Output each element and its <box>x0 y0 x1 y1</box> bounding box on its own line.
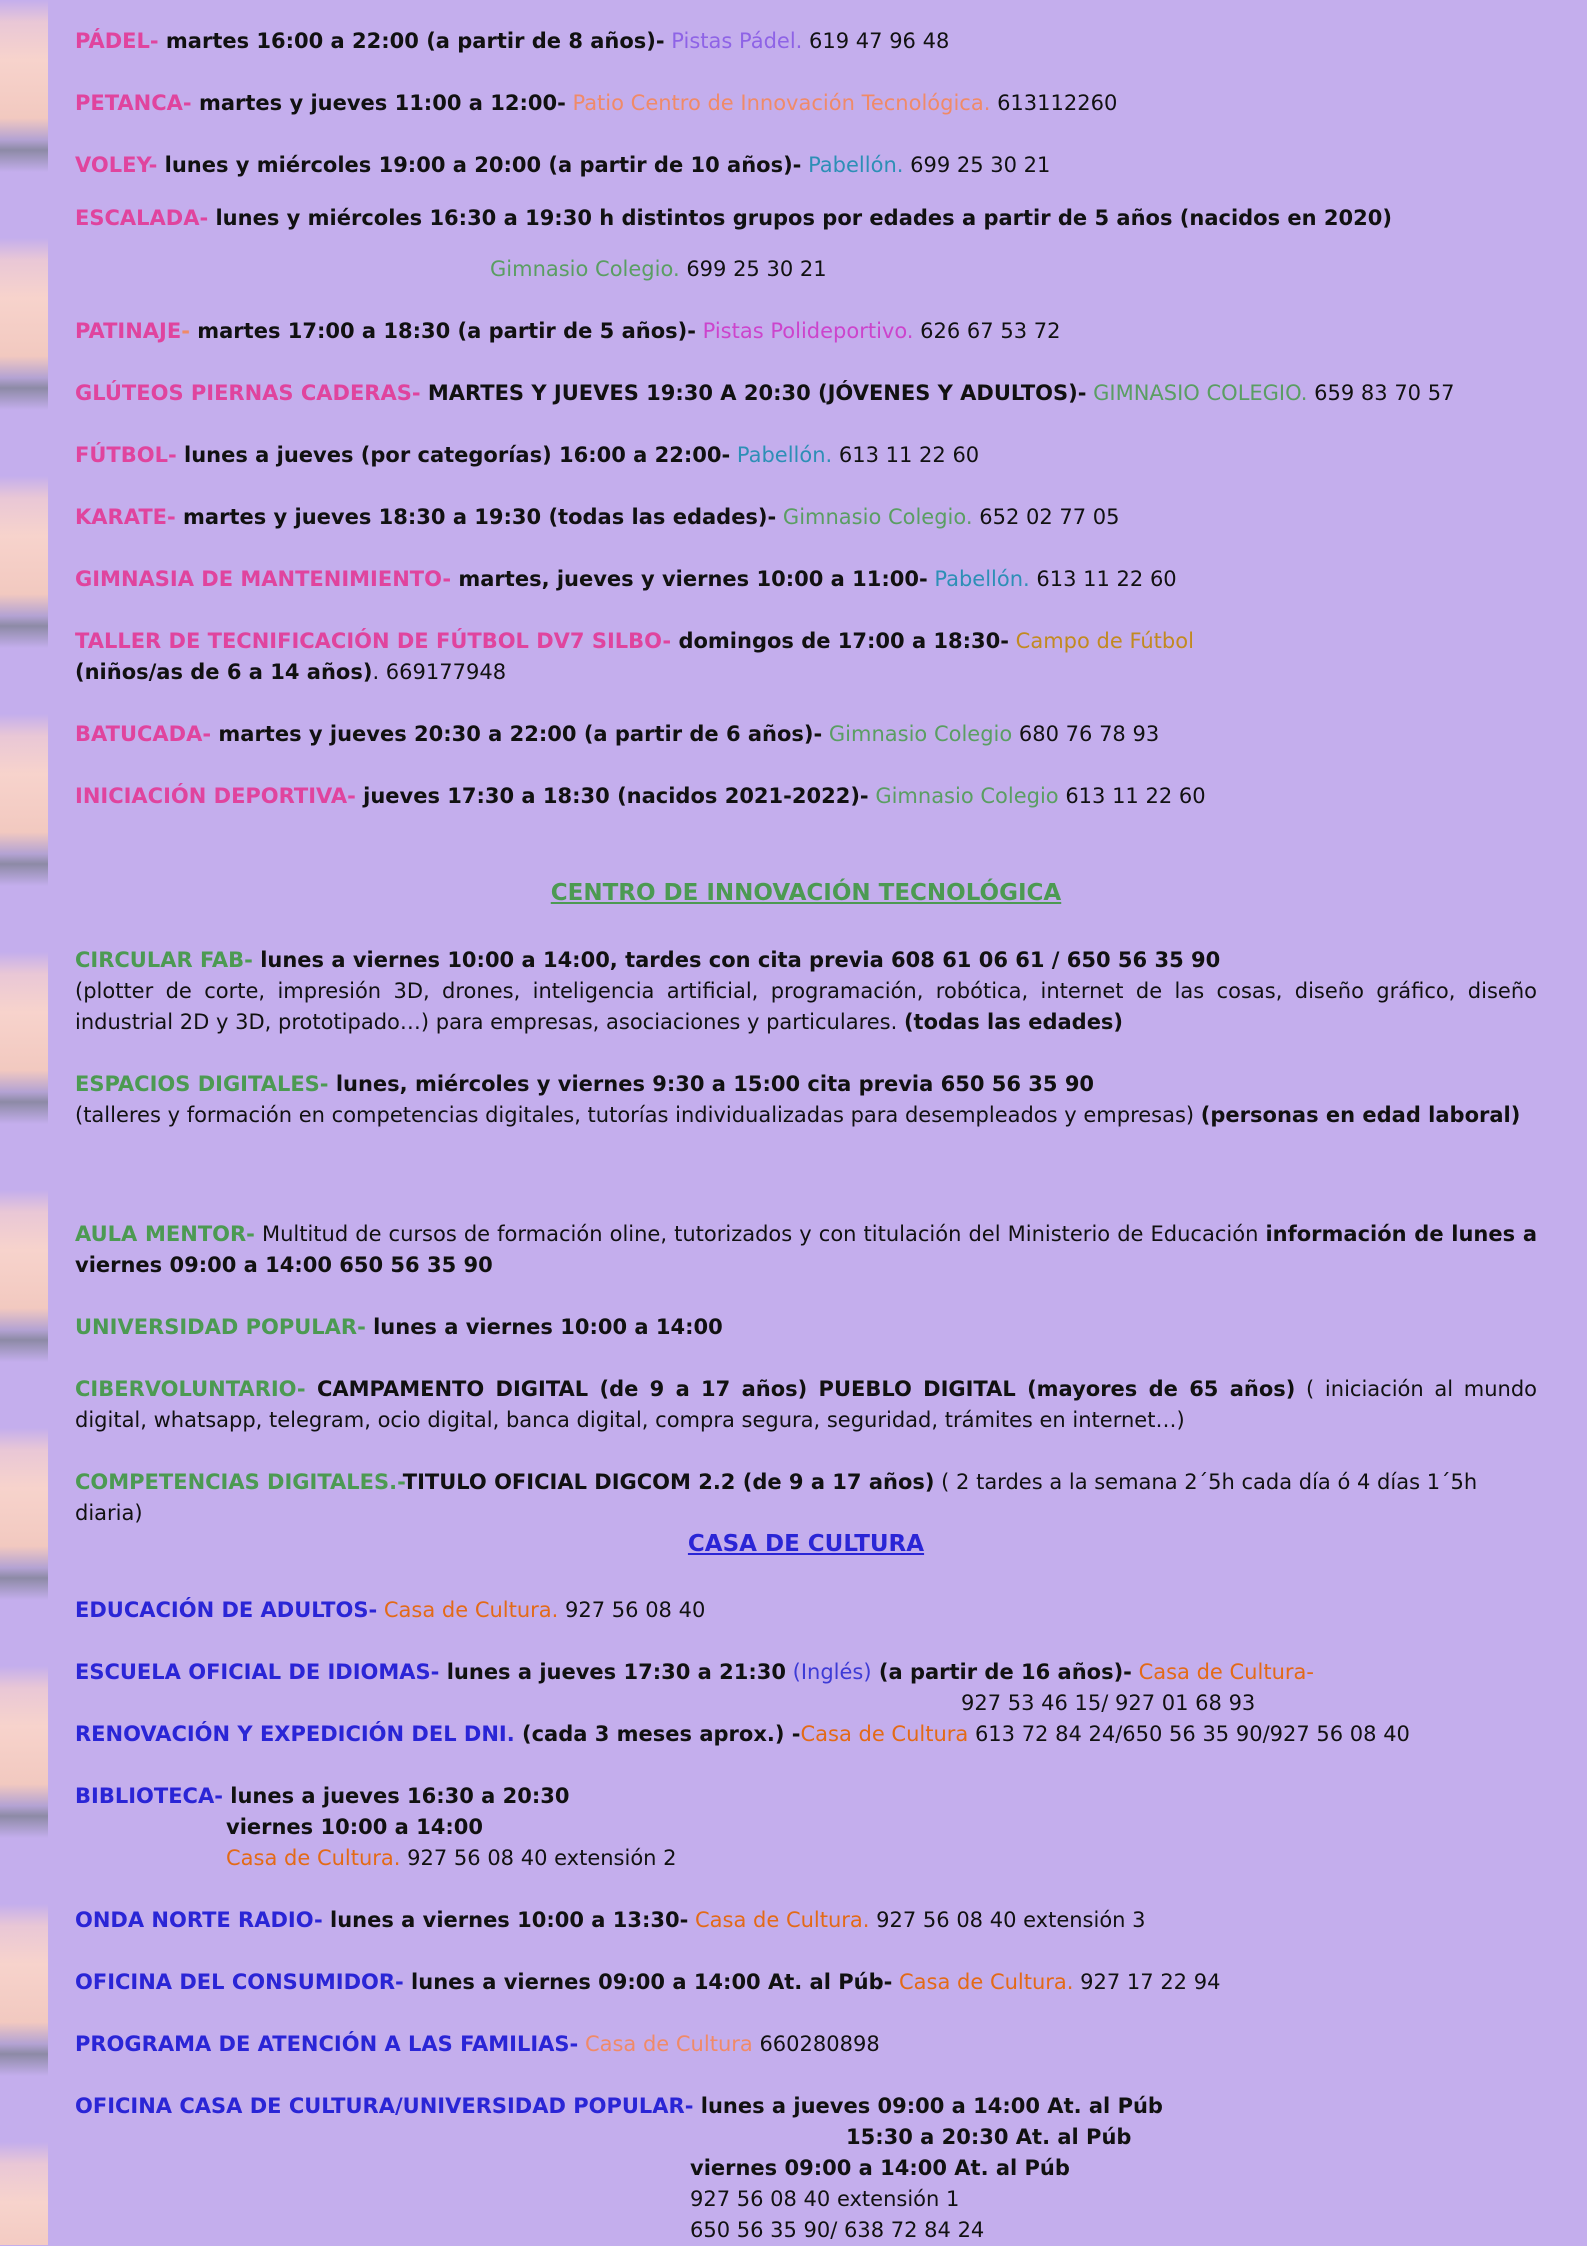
entry-place: Campo de Fútbol <box>1009 629 1194 653</box>
entry-petanca <box>75 88 1117 119</box>
entry-title: KARATE- <box>75 505 176 529</box>
entry-place: Casa de Cultura. <box>892 1970 1074 1994</box>
entry-place: Casa de Cultura <box>800 1722 969 1746</box>
entry-schedule: jueves 17:30 a 18:30 (nacidos 2021-2022)- <box>355 784 869 808</box>
entry-schedule: martes 16:00 a 22:00 (a partir de 8 años)- <box>158 29 665 53</box>
entry-gluteos <box>75 378 1454 409</box>
entry-audience: (todas las edades) <box>903 1010 1124 1034</box>
entry-schedule: domingos de 17:00 a 18:30- <box>671 629 1009 653</box>
entry-escalada <box>75 203 1392 234</box>
entry-cibervoluntario <box>75 1374 1537 1436</box>
entry-schedule: martes y jueves 20:30 a 22:00 (a partir de 6 años)- <box>211 722 823 746</box>
entry-place: Casa de Cultura. <box>226 1846 401 1870</box>
entry-dash: - <box>181 319 190 343</box>
entry-phone: 613 72 84 24/650 56 35 90/927 56 08 40 <box>968 1722 1410 1746</box>
entry-schedule: viernes 09:00 a 14:00 At. al Púb <box>690 2156 1070 2180</box>
entry-schedule: lunes a viernes 10:00 a 13:30- <box>322 1908 689 1932</box>
entry-iniciacion <box>75 781 1206 812</box>
entry-aula-mentor <box>75 1219 1537 1281</box>
entry-phone: 613 11 22 60 <box>1058 784 1206 808</box>
entry-place: GIMNASIO COLEGIO. <box>1086 381 1308 405</box>
entry-title: ESCALADA- <box>75 206 209 230</box>
entry-schedule: MARTES Y JUEVES 19:30 A 20:30 (JÓVENES Y ADULTOS)- <box>420 381 1087 405</box>
entry-padel <box>75 26 949 57</box>
entry-phone: 650 56 35 90/ 638 72 84 24 <box>690 2218 985 2242</box>
entry-title: PATINAJE <box>75 319 182 343</box>
entry-phone: 680 76 78 93 <box>1012 722 1160 746</box>
entry-escuela-idiomas-phones <box>961 1688 1255 1719</box>
entry-educacion-adultos <box>75 1595 705 1626</box>
entry-title: AULA MENTOR- <box>75 1222 255 1246</box>
entry-title: VOLEY- <box>75 153 158 177</box>
entry-schedule: lunes y miércoles 16:30 a 19:30 h distintos grupos por edades a partir de 5 años (nacidos en 2020) <box>208 206 1392 230</box>
entry-place: Casa de Cultura- <box>1131 1660 1314 1684</box>
entry-place: Casa de Cultura. <box>377 1598 559 1622</box>
entry-phone: 699 25 30 21 <box>903 153 1051 177</box>
entry-phone: . 669177948 <box>372 660 507 684</box>
entry-schedule: martes, jueves y viernes 10:00 a 11:00- <box>451 567 928 591</box>
entry-universidad-popular <box>75 1312 723 1343</box>
entry-title: ONDA NORTE RADIO- <box>75 1908 323 1932</box>
entry-place: Pabellón. <box>927 567 1030 591</box>
entry-info: información de lunes a viernes 09:00 a 14:00 650 56 35 90 <box>75 1222 1538 1277</box>
entry-title: PÁDEL- <box>75 29 159 53</box>
section-heading-casa-cultura: CASA DE CULTURA <box>687 1531 925 1557</box>
entry-title: OFICINA DEL CONSUMIDOR- <box>75 1970 404 1994</box>
entry-title: GIMNASIA DE MANTENIMIENTO- <box>75 567 452 591</box>
entry-title: ESCUELA OFICIAL DE IDIOMAS- <box>75 1660 440 1684</box>
entry-phone: 659 83 70 57 <box>1307 381 1455 405</box>
entry-oficina-line2 <box>846 2122 1131 2153</box>
entry-place: Casa de Cultura <box>578 2032 753 2056</box>
entry-schedule: 15:30 a 20:30 At. al Púb <box>846 2125 1132 2149</box>
entry-voley <box>75 150 1050 181</box>
entry-schedule: lunes a jueves (por categorías) 16:00 a 22:00- <box>176 443 731 467</box>
entry-description: ( 2 tardes a la semana 2´5h cada día ó 4 días 1´5h diaria) <box>75 1470 1478 1525</box>
entry-schedule: viernes 10:00 a 14:00 <box>226 1815 483 1839</box>
entry-title: PROGRAMA DE ATENCIÓN A LAS FAMILIAS- <box>75 2032 579 2056</box>
entry-title: TALLER DE TECNIFICACIÓN DE FÚTBOL DV7 SILBO- <box>75 629 672 653</box>
entry-taller-futbol <box>75 626 1194 688</box>
entry-place: Pistas Polideportivo. <box>695 319 914 343</box>
entry-title: CIRCULAR FAB- <box>75 948 253 972</box>
entry-phone: 613112260 <box>990 91 1118 115</box>
entry-phone: 927 56 08 40 extensión 2 <box>400 1846 677 1870</box>
entry-title: BATUCADA- <box>75 722 212 746</box>
entry-description: (talleres y formación en competencias digitales, tutorías individualizadas para desempleados y empresas) <box>75 1103 1201 1127</box>
entry-dni <box>75 1719 1410 1750</box>
entry-espacios-digitales <box>75 1069 1537 1131</box>
entry-place: Pistas Pádel. <box>664 29 803 53</box>
entry-title: PETANCA- <box>75 91 192 115</box>
entry-schedule: lunes a jueves 09:00 a 14:00 At. al Púb <box>693 2094 1163 2118</box>
entry-phone: 699 25 30 21 <box>679 257 827 281</box>
entry-batucada <box>75 719 1159 750</box>
entry-schedule: martes 17:00 a 18:30 (a partir de 5 años)- <box>189 319 696 343</box>
entry-place: Patio Centro de Innovación Tecnológica. <box>565 91 991 115</box>
entry-description: ( iniciación al mundo digital, whatsapp, telegram, ocio digital, banca digital, compra segura, seguridad, trámites en internet…) <box>75 1377 1537 1432</box>
entry-place: Gimnasio Colegio <box>868 784 1059 808</box>
entry-oficina-casa-cultura <box>75 2091 1163 2122</box>
entry-place: Pabellón. <box>730 443 833 467</box>
entry-competencias <box>75 1467 1537 1529</box>
entry-oficina-consumidor <box>75 1967 1220 1998</box>
entry-title: GLÚTEOS PIERNAS CADERAS- <box>75 381 421 405</box>
entry-schedule: lunes a viernes 10:00 a 14:00 <box>365 1315 723 1339</box>
entry-phone: 619 47 96 48 <box>802 29 950 53</box>
entry-patinaje <box>75 316 1060 347</box>
entry-place: Gimnasio Colegio <box>822 722 1013 746</box>
entry-ages: (a partir de 16 años)- <box>871 1660 1132 1684</box>
decorative-side-stripe <box>0 0 48 2245</box>
entry-futbol <box>75 440 979 471</box>
entry-title: ESPACIOS DIGITALES- <box>75 1072 329 1096</box>
entry-programa-familias <box>75 2029 880 2060</box>
entry-biblioteca-more <box>226 1812 677 1874</box>
entry-language: (Inglés) <box>785 1660 872 1684</box>
entry-place: Gimnasio Colegio. <box>776 505 973 529</box>
entry-ages: (niños/as de 6 a 14 años) <box>75 660 373 684</box>
entry-phone: 927 56 08 40 <box>558 1598 706 1622</box>
entry-title: INICIACIÓN DEPORTIVA- <box>75 784 356 808</box>
entry-place: Casa de Cultura. <box>688 1908 870 1932</box>
entry-escuela-idiomas <box>75 1657 1314 1688</box>
section-heading-cit: CENTRO DE INNOVACIÓN TECNOLÓGICA <box>550 880 1062 906</box>
entry-description: (plotter de corte, impresión 3D, drones, inteligencia artificial, programación, robótica, internet de las cosas, diseño gráfico, diseño industrial 2D y 3D, prototipado…) para empresas, asociaciones y particulares. <box>75 979 1537 1034</box>
entry-schedule: lunes a viernes 10:00 a 14:00, tardes con cita previa 608 61 06 61 / 650 56 35 90 <box>252 948 1221 972</box>
entry-oficina-more <box>690 2153 1070 2246</box>
entry-phone: 652 02 77 05 <box>972 505 1120 529</box>
entry-phone: 927 53 46 15/ 927 01 68 93 <box>961 1691 1256 1715</box>
entry-schedule: (cada 3 meses aprox.) - <box>514 1722 801 1746</box>
entry-title: CIBERVOLUNTARIO- <box>75 1377 306 1401</box>
entry-title: BIBLIOTECA- <box>75 1784 223 1808</box>
entry-title: OFICINA CASA DE CULTURA/UNIVERSIDAD POPULAR- <box>75 2094 694 2118</box>
entry-onda-norte-radio <box>75 1905 1146 1936</box>
entry-schedule: lunes, miércoles y viernes 9:30 a 15:00 cita previa 650 56 35 90 <box>328 1072 1095 1096</box>
entry-phone: 660280898 <box>752 2032 880 2056</box>
entry-phone: 613 11 22 60 <box>832 443 980 467</box>
entry-description: Multitud de cursos de formación oline, tutorizados y con titulación del Ministerio de Educación <box>254 1222 1266 1246</box>
entry-schedule: martes y jueves 11:00 a 12:00- <box>191 91 566 115</box>
entry-schedule: TITULO OFICIAL DIGCOM 2.2 (de 9 a 17 años) <box>402 1470 935 1494</box>
entry-phone: 927 17 22 94 <box>1073 1970 1221 1994</box>
entry-circular-fab <box>75 945 1537 1038</box>
entry-schedule: CAMPAMENTO DIGITAL (de 9 a 17 años) PUEBLO DIGITAL (mayores de 65 años) <box>305 1377 1296 1401</box>
entry-gimnasia <box>75 564 1177 595</box>
entry-title: FÚTBOL- <box>75 443 177 467</box>
entry-phone: 613 11 22 60 <box>1029 567 1177 591</box>
entry-place: Gimnasio Colegio. <box>490 257 680 281</box>
entry-phone: 927 56 08 40 extensión 1 <box>690 2187 960 2211</box>
entry-schedule: lunes a jueves 16:30 a 20:30 <box>222 1784 570 1808</box>
entry-escalada-place <box>490 254 827 285</box>
entry-title: EDUCACIÓN DE ADULTOS- <box>75 1598 378 1622</box>
entry-place: Pabellón. <box>801 153 904 177</box>
entry-title: RENOVACIÓN Y EXPEDICIÓN DEL DNI. <box>75 1722 515 1746</box>
entry-karate <box>75 502 1120 533</box>
entry-schedule: lunes a viernes 09:00 a 14:00 At. al Púb- <box>403 1970 893 1994</box>
entry-biblioteca <box>75 1781 570 1812</box>
entry-title: COMPETENCIAS DIGITALES.- <box>75 1470 403 1494</box>
entry-phone: 626 67 53 72 <box>913 319 1061 343</box>
entry-title: UNIVERSIDAD POPULAR- <box>75 1315 366 1339</box>
entry-audience: (personas en edad laboral) <box>1200 1103 1521 1127</box>
entry-schedule: lunes y miércoles 19:00 a 20:00 (a partir de 10 años)- <box>157 153 802 177</box>
entry-phone: 927 56 08 40 extensión 3 <box>869 1908 1146 1932</box>
entry-schedule: lunes a jueves 17:30 a 21:30 <box>439 1660 786 1684</box>
entry-schedule: martes y jueves 18:30 a 19:30 (todas las edades)- <box>175 505 777 529</box>
